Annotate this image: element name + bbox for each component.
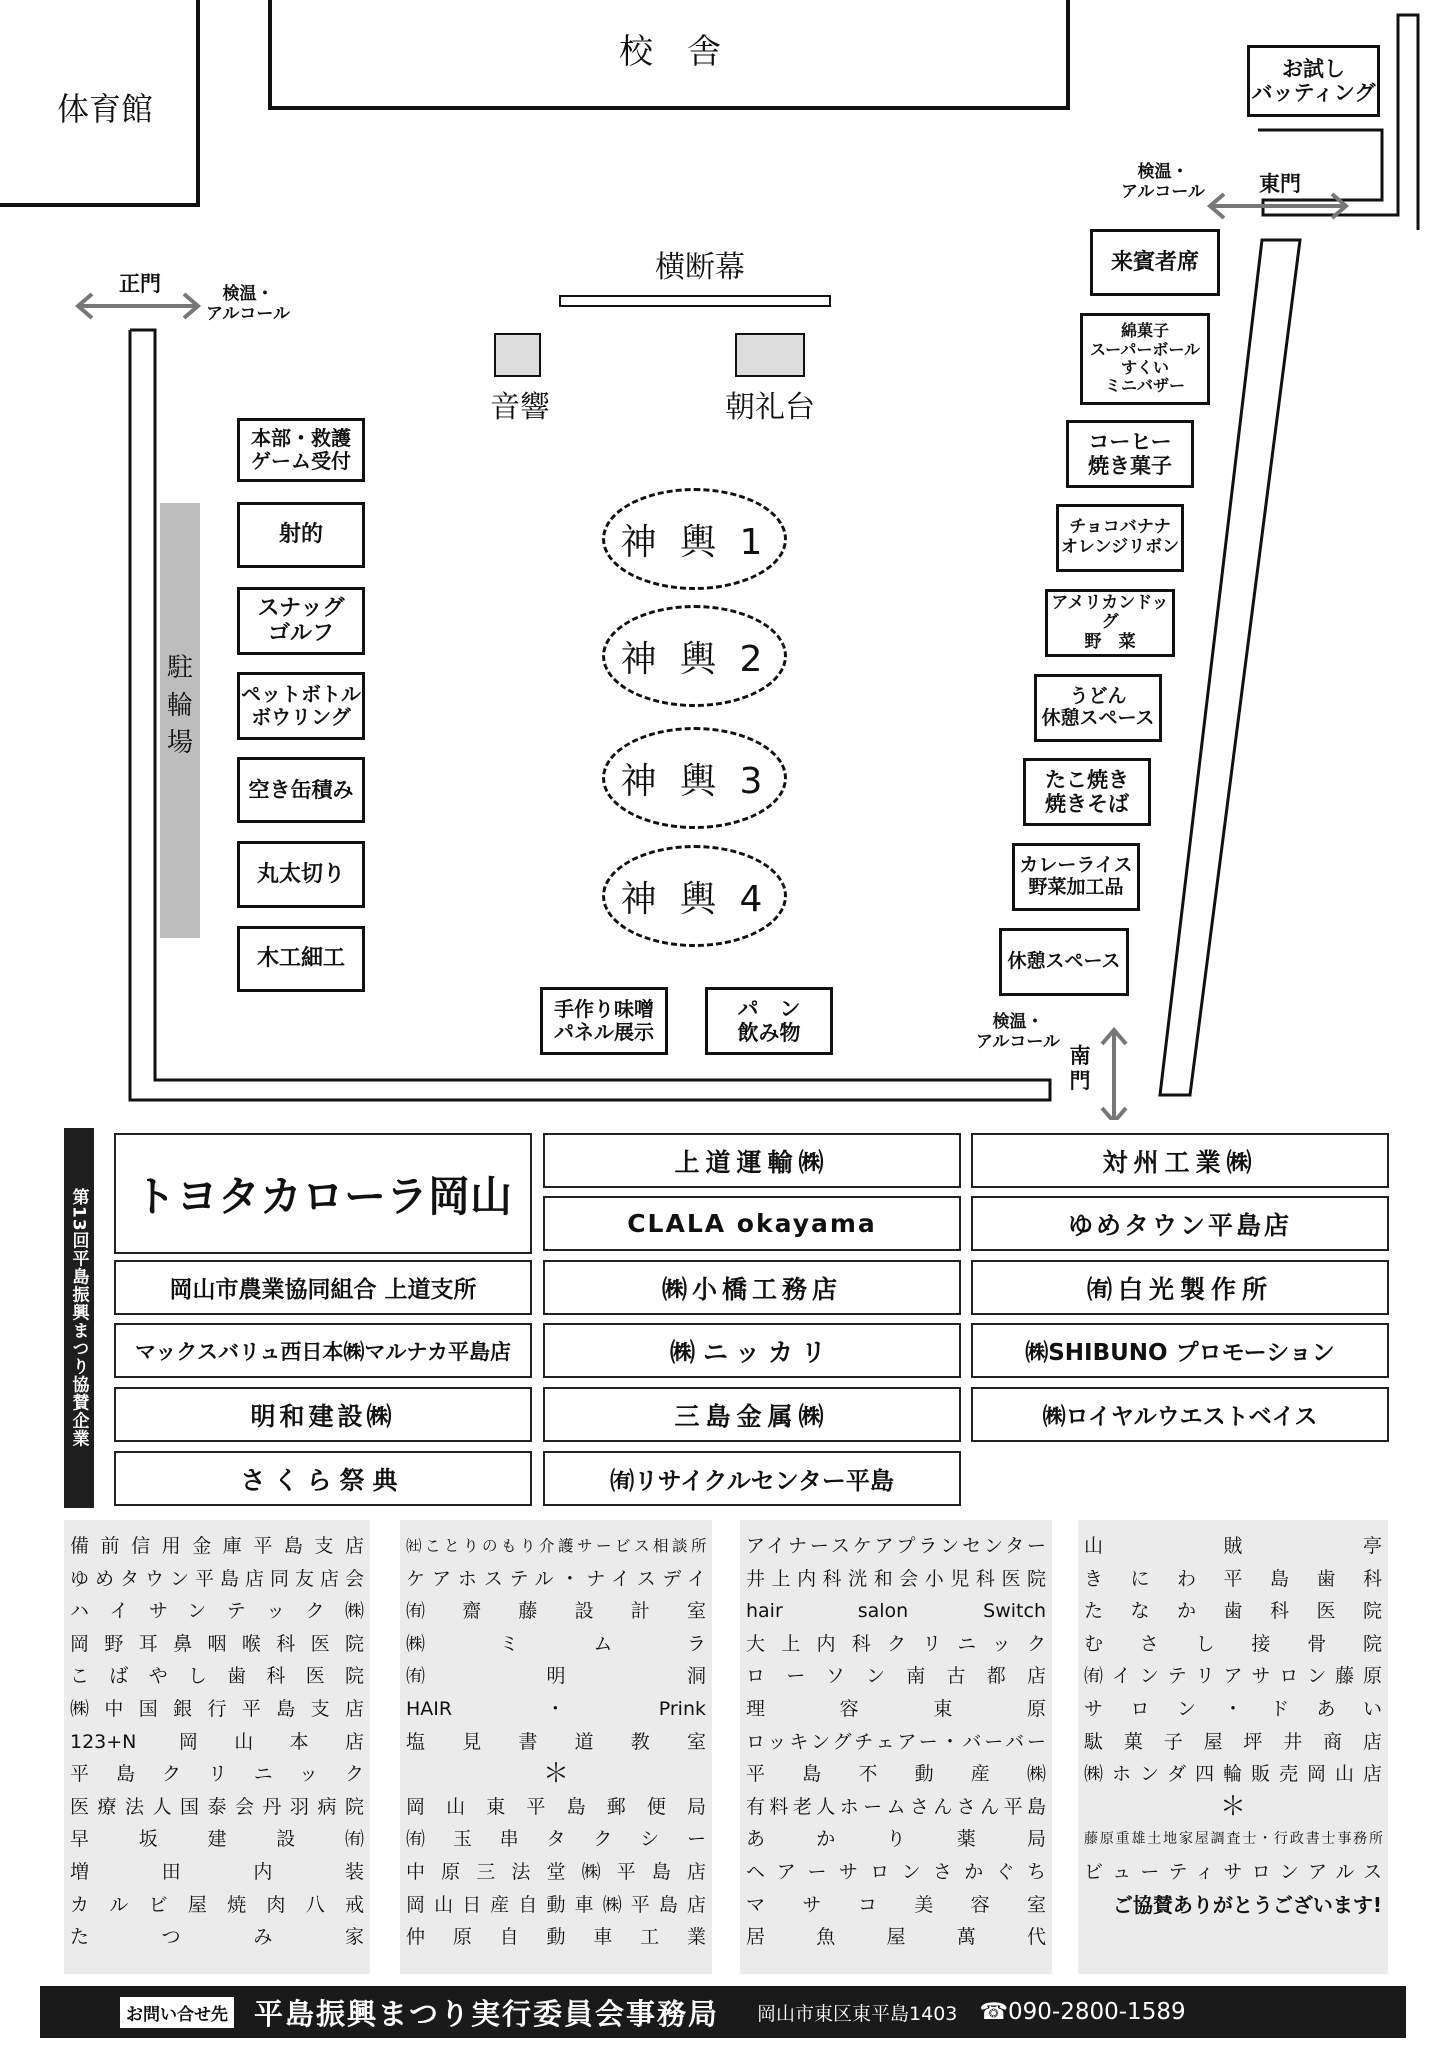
supporter: あかり薬局 (746, 1828, 1046, 1851)
supporter: ㈲齋藤設計室 (406, 1600, 706, 1623)
supporter: きにわ平島歯科 (1084, 1567, 1382, 1590)
school-building: 校 舎 (619, 32, 721, 72)
booth-log-cutting: 丸太切り (237, 841, 365, 908)
bike-parking: 駐 輪 場 (166, 653, 193, 759)
booth-coffee: コーヒー 焼き菓子 (1066, 420, 1194, 488)
sponsor: ㈲リサイクルセンター平島 (543, 1451, 961, 1506)
supporter: 居魚屋萬代 (746, 1926, 1046, 1949)
supporter: マサコ美容室 (746, 1893, 1046, 1916)
booth-american-dog: アメリカンドッグ 野 菜 (1045, 589, 1175, 657)
booth-cotton-candy: 綿菓子 スーパーボールすくい ミニバザー (1080, 313, 1210, 405)
gym: 体育館 (56, 90, 153, 128)
supporter: 岡野耳鼻咽喉科医院 (70, 1632, 364, 1655)
booth-shooting: 射的 (237, 502, 365, 568)
check-main: 検温・ アルコール (206, 284, 290, 325)
booth-udon: うどん 休憩スペース (1034, 674, 1162, 742)
sponsor: CLALA okayama (543, 1196, 961, 1251)
supporter: 備前信用金庫平島支店 (70, 1535, 364, 1557)
sponsor: ㈱ニッカリ (543, 1323, 961, 1378)
sponsor: 三島金属㈱ (543, 1387, 961, 1442)
supporter: 中原三法堂㈱平島店 (406, 1860, 706, 1883)
supporter: ゆめタウン平島店同友店会 (70, 1567, 364, 1590)
supporter: サロン・ドあい (1084, 1697, 1382, 1720)
sponsor: 対州工業㈱ (971, 1133, 1389, 1188)
south-gate: 南 門 (1069, 1044, 1091, 1094)
supporter: ケアホステル・ナイスデイ (406, 1567, 706, 1590)
mikoshi-3: 神 輿 3 (602, 727, 787, 829)
sponsor: さくら祭典 (114, 1451, 532, 1506)
booth-takoyaki: たこ焼き 焼きそば (1023, 758, 1151, 826)
contact-label: お問い合せ先 (120, 1997, 234, 2028)
supporter: 駄菓子屋坪井商店 (1084, 1730, 1382, 1753)
supporter: 井上内科洸和会小児科医院 (746, 1567, 1046, 1590)
supporter: 仲原自動車工業 (406, 1926, 706, 1949)
footer-bar (40, 1986, 1406, 2038)
supporter: 平島クリニック (70, 1763, 364, 1786)
supporter: 増田内装 (70, 1860, 364, 1883)
supporter: ロッキングチェアー・バーバー (746, 1730, 1046, 1753)
supporter: ㈳ことりのもり介護サービス相談所 (406, 1537, 706, 1555)
sponsor: ㈱ロイヤルウエストベイス (971, 1387, 1389, 1442)
sponsor: 上道運輸㈱ (543, 1133, 961, 1188)
supporter: 大上内科クリニック (746, 1632, 1046, 1655)
supporter: たつみ家 (70, 1926, 364, 1949)
mikoshi-2: 神 輿 2 (602, 605, 787, 707)
booth-choco-banana: チョコバナナ オレンジリボン (1056, 504, 1184, 572)
supporter: こばやし歯科医院 (70, 1665, 364, 1688)
thanks-message: ご協賛ありがとうございます! (1112, 1892, 1382, 1917)
supporter: hair salon Switch (746, 1600, 1046, 1623)
office-address: 岡山市東区東平島1403 (757, 2002, 958, 2025)
booth-snag-golf: スナッグ ゴルフ (237, 587, 365, 655)
sponsor: ㈱小橋工務店 (543, 1260, 961, 1315)
separator-mark: ＊ (542, 1759, 569, 1790)
sponsor: ㈲白光製作所 (971, 1260, 1389, 1315)
booth-miso: 手作り味噌 パネル展示 (540, 987, 668, 1055)
east-gate: 東門 (1259, 172, 1301, 196)
supporter: ㈲玉串タクシー (406, 1828, 706, 1851)
supporter: 理容東原 (746, 1697, 1046, 1720)
office-phone: ☎090-2800-1589 (979, 1999, 1186, 2025)
check-east: 検温・ アルコール (1121, 162, 1205, 203)
booth-can-stacking: 空き缶積み (237, 757, 365, 823)
check-south: 検温・ アルコール (976, 1012, 1060, 1053)
supporter: 岡山東平島郵便局 (406, 1795, 706, 1818)
booth-rest-space: 休憩スペース (999, 928, 1129, 996)
banner-label: 横断幕 (655, 250, 745, 285)
supporter: 山賊亭 (1084, 1535, 1382, 1557)
sponsor: 明和建設㈱ (114, 1387, 532, 1442)
supporter: たなか歯科医院 (1084, 1600, 1382, 1623)
sound-label: 音響 (490, 390, 550, 425)
supporter: 有料老人ホームさんさん平島 (746, 1795, 1046, 1818)
main-gate: 正門 (119, 272, 161, 296)
stage-label: 朝礼台 (725, 390, 815, 425)
supporter: ㈲明洞 (406, 1665, 706, 1688)
supporter: ローソン南古都店 (746, 1665, 1046, 1688)
sponsor: ゆめタウン平島店 (971, 1196, 1389, 1251)
supporters-column-4 (1078, 1520, 1388, 1974)
sponsor-main: トヨタカローラ岡山 (114, 1133, 532, 1254)
supporter: 藤原重雄土地家屋調査士・行政書士事務所 (1084, 1831, 1382, 1848)
supporters-column-1 (64, 1520, 370, 1974)
supporter: 平島不動産㈱ (746, 1763, 1046, 1786)
supporter: 岡山日産自動車㈱平島店 (406, 1893, 706, 1916)
sponsor: 岡山市農業協同組合 上道支所 (114, 1260, 532, 1315)
sponsor: ㈱SHIBUNO プロモーション (971, 1323, 1389, 1378)
separator-mark: ＊ (1219, 1791, 1246, 1822)
mikoshi-4: 神 輿 4 (602, 845, 787, 947)
booth-guest-seats: 来賓者席 (1090, 229, 1220, 296)
sponsors-vertical-title: 第13回平島振興まつり協賛企業 (64, 1128, 94, 1508)
supporter: アイナースケアプランセンター (746, 1535, 1046, 1557)
supporter: ㈱ミムラ (406, 1632, 706, 1655)
batting-area: お試し バッティング (1247, 45, 1380, 117)
supporter: 医療法人国泰会丹羽病院 (70, 1795, 364, 1818)
supporter: 123+N 岡山本店 (70, 1730, 364, 1753)
booth-woodwork: 木工細工 (237, 926, 365, 992)
sponsor: マックスバリュ西日本㈱マルナカ平島店 (114, 1323, 532, 1378)
mikoshi-1: 神 輿 1 (602, 488, 787, 590)
supporter: ㈱ホンダ四輪販売岡山店 (1084, 1763, 1382, 1786)
booth-headquarters: 本部・救護 ゲーム受付 (237, 418, 365, 482)
supporter: ハイサンテック㈱ (70, 1600, 364, 1623)
supporter: 塩見書道教室 (406, 1730, 706, 1753)
supporter: むさし接骨院 (1084, 1632, 1382, 1655)
booth-bread: パ ン 飲み物 (705, 987, 833, 1055)
supporter: カルビ屋焼肉八戒 (70, 1893, 364, 1916)
supporter: HAIR・Prink (406, 1697, 706, 1720)
supporter: ㈱中国銀行平島支店 (70, 1697, 364, 1720)
supporter: ビューティサロンアルス (1084, 1860, 1382, 1883)
supporter: ㈲インテリアサロン藤原 (1084, 1665, 1382, 1688)
booth-curry: カレーライス 野菜加工品 (1012, 843, 1140, 911)
booth-bottle-bowling: ペットボトル ボウリング (237, 672, 365, 740)
supporter: ヘアーサロンさかぐち (746, 1860, 1046, 1883)
supporters-column-3 (740, 1520, 1052, 1974)
supporters-column-2 (400, 1520, 712, 1974)
office-name: 平島振興まつり実行委員会事務局 (254, 1996, 720, 2031)
supporter: 早坂建設㈲ (70, 1828, 364, 1851)
